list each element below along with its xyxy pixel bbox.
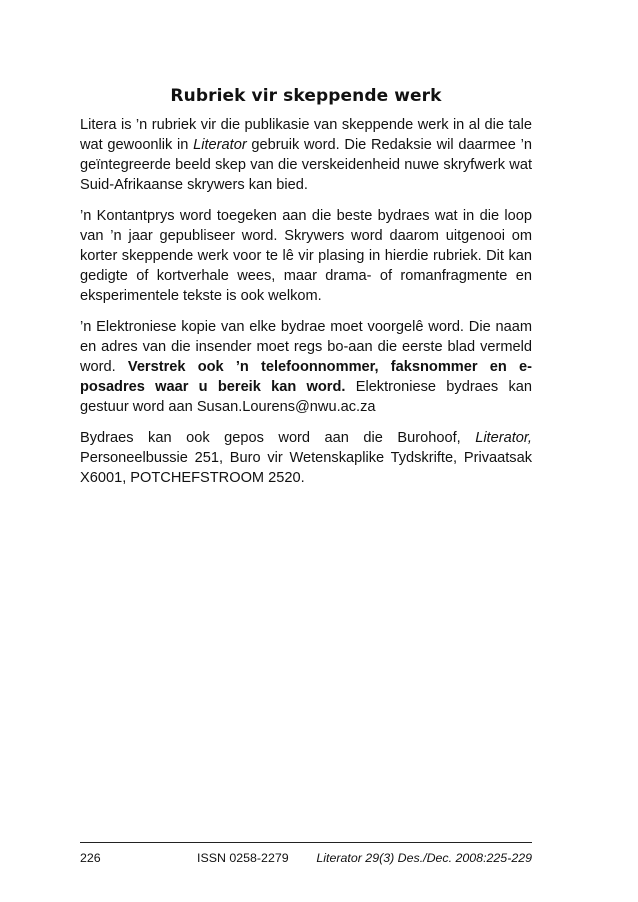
intro-text-a: Litera is ’n rubriek vir die publikasie van skeppende werk in al die tale wat gewoonlik in [80, 117, 532, 153]
submission-text-b: Elektroniese bydraes kan gestuur word aan Susan.Lourens@nwu.ac.za [80, 379, 533, 415]
issn-label: ISSN 0258-2279 [197, 851, 289, 865]
contact-instruction: Verstrek ook ’n telefoonnommer, faksnommer en e-posadres waar u bereik kan word. [80, 359, 532, 395]
prize-text: ’n Kontantprys word toegeken aan die beste bydraes wat in die loop van ’n jaar gepubliseer word. Skrywers word daarom uitgenooi om korter skeppende werk voor te lê vir plasing in hierdie rubriek. Dit kan gedigte of kortverhale wees, maar drama- of romanfragmente en eksperimentele tekste is ook welkom. [80, 208, 532, 304]
page-footer [80, 842, 532, 865]
paragraph-submission [80, 317, 532, 417]
page-number: 226 [80, 851, 101, 865]
postal-text-b: Personeelbussie 251, Buro vir Wetenskaplike Tydskrifte, Privaatsak X6001, POTCHEFSTROOM 2520. [80, 450, 532, 486]
paragraph-postal [80, 428, 532, 488]
journal-name-postal: Literator, [475, 430, 532, 446]
page-title: Rubriek vir skeppende werk [170, 86, 442, 106]
journal-citation: Literator 29(3) Des./Dec. 2008:225-229 [316, 851, 532, 865]
article-body [80, 86, 532, 499]
submission-text-a: ’n Elektroniese kopie van elke bydrae moet voorgelê word. Die naam en adres van die insender moet regs bo-aan die eerste blad vermeld word. [80, 319, 532, 375]
journal-name: Literator [193, 137, 247, 153]
intro-text-b: gebruik word. Die Redaksie wil daarmee ’n geïntegreerde beeld skep van die verskeidenheid nuwe skryfwerk wat Suid-Afrikaanse skrywers kan bied. [80, 137, 532, 193]
paragraph-intro [80, 115, 532, 195]
paragraph-prize [80, 206, 532, 306]
postal-text-a: Bydraes kan ook gepos word aan die Burohoof, [80, 430, 476, 446]
